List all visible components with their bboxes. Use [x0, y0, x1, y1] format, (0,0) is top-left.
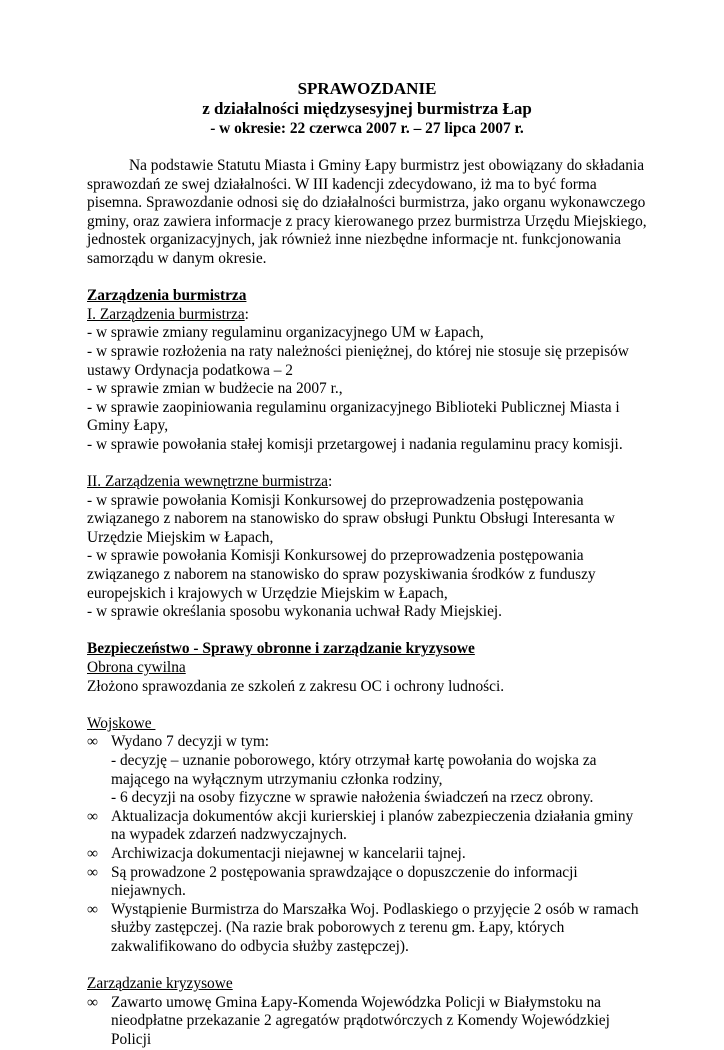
zarzadzenia-section [87, 287, 647, 622]
obrona-title: Obrona cywilna [87, 659, 186, 677]
list-item: - w sprawie powołania Komisji Konkursowej do przeprowadzenia postępowania związanego z naborem na stanowisko do spraw pozyskiwania środków z funduszy europejskich i krajowych w Urzędzie Miejskim w Łapach, [87, 547, 596, 602]
list-item: - w sprawie zaopiniowania regulaminu organizacyjnego Biblioteki Publicznej Miasta i Gminy Łapy, [87, 398, 620, 435]
infinity-bullet-icon: ∞ [87, 807, 98, 825]
list-item: - w sprawie rozłożenia na raty należności pieniężnej, do której nie stosuje się przepisów ustawy Ordynacja podatkowa – 2 [87, 342, 629, 379]
list-item: - w sprawie powołania Komisji Konkursowej do przeprowadzenia postępowania związanego z naborem na stanowisko do spraw obsługi Punktu Obsługi Interesanta w Urzędzie Miejskim w Łapach, [87, 491, 615, 546]
zarzadzenia-heading: Zarządzenia burmistrza [87, 287, 247, 305]
zarzadzenia-sec2-title: II. Zarządzenia wewnętrzne burmistrza [87, 473, 328, 491]
infinity-bullet-icon: ∞ [87, 844, 98, 862]
infinity-bullet-icon: ∞ [87, 993, 98, 1011]
bullet-text: Archiwizacja dokumentacji niejawnej w kancelarii tajnej. [111, 844, 466, 862]
kryzys-list [87, 994, 647, 1050]
zarzadzenia-sec2-colon: : [327, 473, 333, 491]
infinity-bullet-icon: ∞ [87, 900, 98, 918]
document-page [87, 79, 647, 1050]
list-item: - w sprawie zmian w budżecie na 2007 r., [87, 380, 343, 398]
bullet-item [87, 864, 647, 901]
list-item: - w sprawie określania sposobu wykonania uchwał Rady Miejskiej. [87, 603, 503, 621]
bezpieczenstwo-section [87, 640, 647, 1049]
title-line-1: SPRAWOZDANIE [297, 79, 437, 98]
zarzadzenia-sec1-colon: : [244, 305, 249, 323]
zarzadzenia-sec1-list [87, 324, 647, 454]
wojskowe-list [87, 733, 647, 956]
bullet-item [87, 733, 647, 807]
bezpieczenstwo-heading: Bezpieczeństwo - Sprawy obronne i zarządzanie kryzysowe [87, 640, 475, 658]
zarzadzenia-sec2-list [87, 492, 647, 622]
bullet-text: Aktualizacja dokumentów akcji kurierskiej i planów zabezpieczenia działania gminy na wypadek zdarzeń nadzwyczajnych. [111, 807, 634, 844]
list-item: - w sprawie powołania stałej komisji przetargowej i nadania regulaminu pracy komisji. [87, 435, 623, 453]
bullet-item [87, 901, 647, 957]
bullet-text: Zawarto umowę Gmina Łapy-Komenda Wojewódzka Policji w Białymstoku na nieodpłatne przekazanie 2 agregatów prądotwórczych z Komendy Wojewódzkiej Policji [111, 993, 610, 1048]
infinity-bullet-icon: ∞ [87, 863, 98, 881]
intro-paragraph: Na podstawie Statutu Miasta i Gminy Łapy burmistrz jest obowiązany do składania sprawozdań ze swej działalności. W III kadencji zdecydowano, iż ma to być forma pisemna. Sprawozdanie odnosi się do działalności burmistrza, jako organu wykonawczego gminy, oraz zawiera informacje z pracy kierowanego przez burmistrza Urzędu Miejskiego, jednostek organizacyjnych, jak również inne niezbędne informacje nt. funkcjonowania samorządu w danym okresie. [87, 157, 647, 267]
obrona-text: Złożono sprawozdania ze szkoleń z zakresu OC i ochrony ludności. [87, 677, 505, 695]
infinity-bullet-icon: ∞ [87, 733, 98, 751]
zarzadzenia-sec2-title-row [87, 473, 647, 492]
title-line-2: z działalności międzysesyjnej burmistrza Łap [202, 99, 532, 118]
bullet-text: Wystąpienie Burmistrza do Marszałka Woj. Podlaskiego o przyjęcie 2 osób w ramach służby zastępczej. (Na razie brak poborowych z terenu gm. Łapy, których zakwalifikowano do odbycia służby zastępczej). [111, 900, 639, 955]
kryzys-title: Zarządzanie kryzysowe [87, 975, 233, 993]
zarzadzenia-sec1-title-row [87, 306, 647, 325]
bullet-subitem: - decyzję – uznanie poborowego, który otrzymał kartę powołania do wojska za mającego na wyłącznym utrzymaniu członka rodziny, [111, 752, 597, 788]
bullet-item [87, 994, 647, 1050]
bullet-text: Wydano 7 decyzji w tym: [111, 733, 270, 751]
bullet-item [87, 808, 647, 845]
bullet-text: Są prowadzone 2 postępowania sprawdzające o dopuszczenie do informacji niejawnych. [111, 863, 578, 900]
wojskowe-title: Wojskowe [87, 714, 156, 732]
bullet-item [87, 845, 647, 864]
document-title [87, 79, 647, 138]
bullet-subitem: - 6 decyzji na osoby fizyczne w sprawie nałożenia świadczeń na rzecz obrony. [111, 789, 594, 807]
zarzadzenia-sec1-title: I. Zarządzenia burmistrza [87, 305, 245, 323]
list-item: - w sprawie zmiany regulaminu organizacyjnego UM w Łapach, [87, 324, 484, 342]
title-line-3: - w okresie: 22 czerwca 2007 r. – 27 lipca 2007 r. [210, 120, 524, 137]
